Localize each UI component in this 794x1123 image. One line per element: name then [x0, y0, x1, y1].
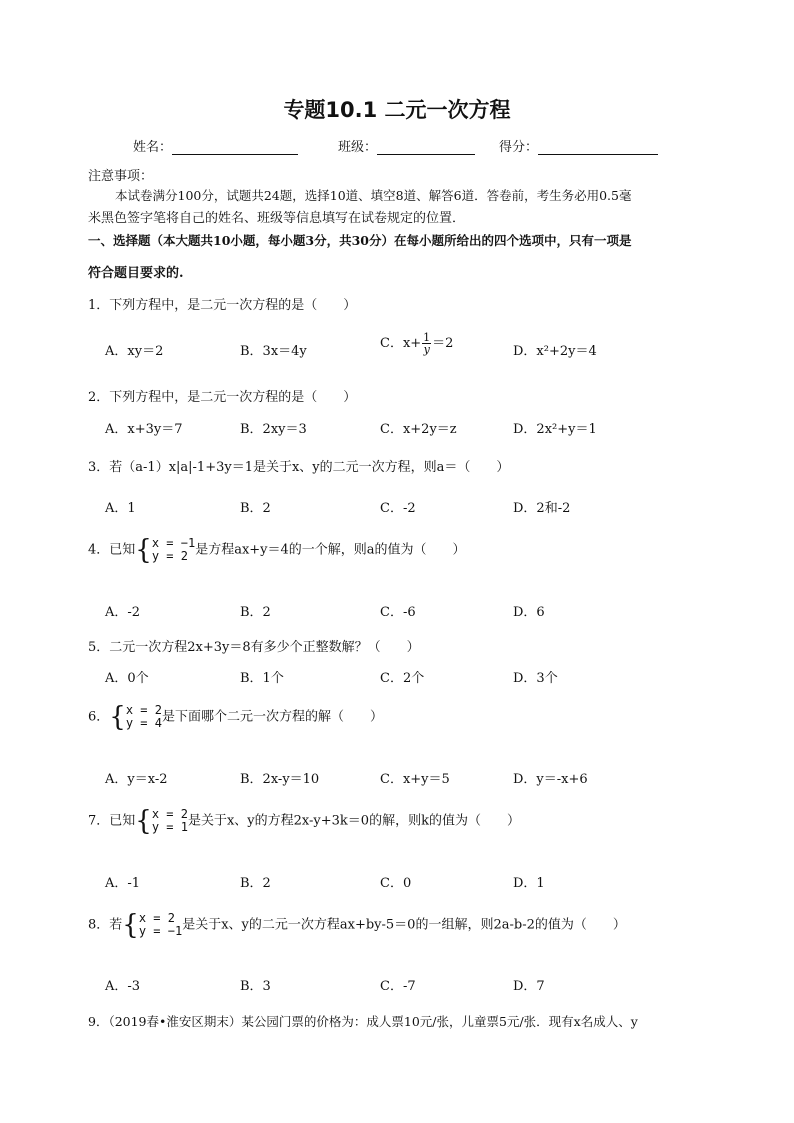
- system-line-1: x = 2: [151, 807, 188, 821]
- question-9: [88, 1012, 638, 1030]
- q1-option-c-prefix: C．x+: [380, 336, 422, 351]
- fraction-numerator: 1: [423, 331, 431, 344]
- q3-option-c[interactable]: C．-2: [380, 501, 416, 516]
- question-stem: 若（a-1）x|a|-1+3y＝1是关于x、y的二元一次方程，则a＝（ ）: [109, 460, 510, 475]
- name-label: 姓名：: [133, 140, 173, 155]
- q6-option-d[interactable]: D．y＝-x+6: [513, 772, 588, 787]
- q7-option-c[interactable]: C．0: [380, 876, 412, 891]
- q7-option-d[interactable]: D．1: [513, 876, 545, 891]
- system-line-2: y = 4: [125, 716, 162, 730]
- brace-icon: {: [109, 701, 126, 733]
- q2-option-d[interactable]: D．2x²+y＝1: [513, 422, 597, 437]
- q5-option-c[interactable]: C．2个: [380, 671, 425, 686]
- system-line-1: x = 2: [138, 911, 175, 925]
- question-number: 7．: [88, 813, 110, 829]
- system-line-2: y = 2: [151, 549, 188, 563]
- q6-option-c[interactable]: C．x+y＝5: [380, 772, 450, 787]
- q8-option-d[interactable]: D．7: [513, 979, 545, 994]
- question-number: 3．: [88, 460, 110, 475]
- notice-heading: 注意事项：: [88, 169, 154, 184]
- q3-option-d[interactable]: D．2和-2: [513, 501, 571, 516]
- section-heading-line-2: 符合题目要求的.: [88, 266, 184, 281]
- q1-fraction: [422, 332, 431, 355]
- name-blank[interactable]: [172, 140, 298, 155]
- brace-icon: {: [122, 909, 139, 941]
- notice-line-2: 米黑色签字笔将自己的姓名、班级等信息填写在试卷规定的位置．: [88, 211, 466, 226]
- q3-option-a[interactable]: A．1: [105, 501, 136, 516]
- q5-option-b[interactable]: B．1个: [240, 671, 284, 686]
- question-number: 9．: [88, 1014, 109, 1029]
- question-1: [88, 294, 356, 313]
- q6-option-b[interactable]: B．2x-y＝10: [240, 772, 320, 787]
- question-number: 6．: [88, 709, 110, 725]
- question-4: [88, 534, 466, 566]
- score-field[interactable]: [499, 136, 658, 155]
- question-stem-post: 是关于x、y的二元一次方程ax+by-5＝0的一组解，则2a-b-2的值为（ ）: [182, 917, 626, 933]
- q2-option-a[interactable]: A．x+3y＝7: [105, 422, 183, 437]
- question-number: 4．: [88, 542, 110, 558]
- class-field[interactable]: [338, 136, 475, 155]
- q1-option-a[interactable]: A．xy＝2: [105, 344, 164, 359]
- class-label: 班级：: [338, 140, 378, 155]
- q5-option-a[interactable]: A．0个: [105, 671, 149, 686]
- question-3: [88, 456, 509, 475]
- equation-system: [122, 909, 183, 941]
- class-blank[interactable]: [377, 140, 475, 155]
- q7-option-a[interactable]: A．-1: [105, 876, 141, 891]
- q5-option-d[interactable]: D．3个: [513, 671, 558, 686]
- question-number: 2．: [88, 390, 110, 405]
- notice-line-1: 本试卷满分100分，试题共24题，选择10道、填空8道、解答6道．答卷前，考生务必用0.5毫: [115, 188, 632, 203]
- name-field[interactable]: [133, 136, 298, 155]
- brace-icon: {: [135, 805, 152, 837]
- section-heading-line-1: 一、选择题（本大题共10小题，每小题3分，共30分）在每小题所给出的四个选项中，只有一项是: [88, 233, 632, 248]
- q3-option-b[interactable]: B．2: [240, 501, 271, 516]
- q6-option-a[interactable]: A．y＝x-2: [105, 772, 168, 787]
- question-number: 5．: [88, 640, 110, 655]
- question-stem-post: 是下面哪个二元一次方程的解（ ）: [161, 709, 383, 725]
- q8-option-b[interactable]: B．3: [240, 979, 271, 994]
- question-number: 8．: [88, 917, 110, 933]
- system-line-1: x = −1: [151, 536, 196, 550]
- question-8: [88, 909, 626, 941]
- brace-icon: {: [135, 534, 152, 566]
- system-line-2: y = 1: [151, 820, 188, 834]
- q1-option-c-suffix: ＝2: [432, 336, 454, 351]
- question-2: [88, 386, 356, 405]
- question-stem: （2019春•淮安区期末）某公园门票的价格为：成人票10元/张，儿童票5元/张．现有x名成人、y: [108, 1014, 638, 1029]
- question-stem-post: 是方程ax+y＝4的一个解，则a的值为（ ）: [195, 542, 466, 558]
- equation-system: [109, 701, 162, 733]
- fraction-denominator: y: [423, 343, 430, 356]
- page-title: 专题10.1 二元一次方程: [283, 98, 511, 122]
- equation-system: [135, 534, 196, 566]
- q4-option-c[interactable]: C．-6: [380, 605, 416, 620]
- q8-option-c[interactable]: C．-7: [380, 979, 416, 994]
- score-label: 得分：: [499, 140, 539, 155]
- q4-option-b[interactable]: B．2: [240, 605, 271, 620]
- q2-option-b[interactable]: B．2xy＝3: [240, 422, 307, 437]
- question-6: [88, 701, 383, 733]
- question-number: 1．: [88, 298, 110, 313]
- q4-option-a[interactable]: A．-2: [105, 605, 141, 620]
- question-7: [88, 805, 520, 837]
- score-blank[interactable]: [538, 140, 658, 155]
- q4-option-d[interactable]: D．6: [513, 605, 545, 620]
- system-line-2: y = −1: [138, 924, 183, 938]
- q7-option-b[interactable]: B．2: [240, 876, 271, 891]
- question-stem-pre: 若: [109, 917, 123, 933]
- q1-option-c[interactable]: [380, 332, 453, 355]
- question-stem-post: 是关于x、y的方程2x-y+3k＝0的解，则k的值为（ ）: [187, 813, 520, 829]
- q1-option-d[interactable]: D．x²+2y＝4: [513, 344, 597, 359]
- question-stem: 下列方程中，是二元一次方程的是（ ）: [109, 390, 357, 405]
- q8-option-a[interactable]: A．-3: [105, 979, 141, 994]
- system-line-1: x = 2: [125, 703, 162, 717]
- question-stem-pre: 已知: [109, 542, 136, 558]
- q2-option-c[interactable]: C．x+2y＝z: [380, 422, 457, 437]
- question-stem: 下列方程中，是二元一次方程的是（ ）: [109, 298, 357, 313]
- question-stem: 二元一次方程2x+3y＝8有多少个正整数解？（ ）: [109, 640, 420, 655]
- q1-option-b[interactable]: B．3x＝4y: [240, 344, 307, 359]
- question-stem-pre: 已知: [109, 813, 136, 829]
- equation-system: [135, 805, 188, 837]
- question-5: [88, 636, 420, 655]
